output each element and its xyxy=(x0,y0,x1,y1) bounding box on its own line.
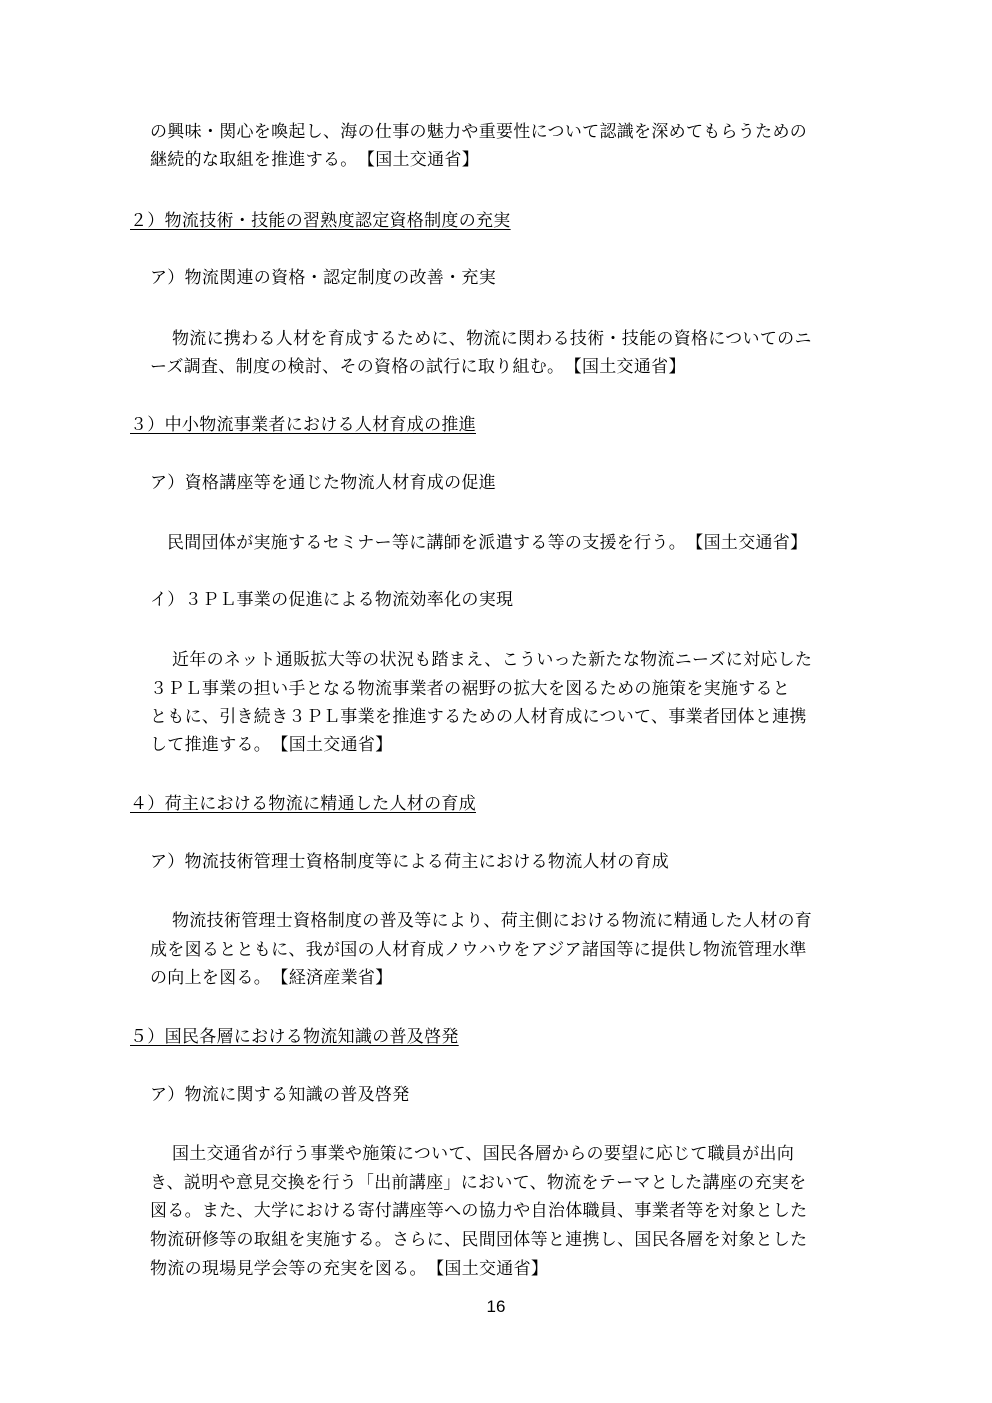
section-3-sub-a-line-1: 民間団体が実施するセミナー等に講師を派遣する等の支援を行う。 【国土交通省】 xyxy=(167,533,808,553)
section-5-sub-a-line-2: き、説明や意見交換を行う「出前講座」において、物流をテーマとした講座の充実を xyxy=(150,1173,807,1193)
section-2-heading: ２）物流技術・技能の習熟度認定資格制度の充実 xyxy=(130,211,511,231)
page-number: 16 xyxy=(486,1297,506,1316)
section-3-sub-i-heading: イ）３ＰＬ事業の促進による物流効率化の実現 xyxy=(150,590,514,610)
section-4-sub-a-line-3: の向上を図る。 【経済産業省】 xyxy=(150,968,393,988)
section-3-heading: ３）中小物流事業者における人材育成の推進 xyxy=(130,415,476,435)
section-2-sub-a-line-1: 物流に携わる人材を育成するために、物流に関わる技術・技能の資格についてのニ xyxy=(172,329,812,349)
section-5-sub-a-line-3: 図る。また、大学における寄付講座等への協力や自治体職員、事業者等を対象とした xyxy=(150,1201,808,1221)
section-4-sub-a-line-1: 物流技術管理士資格制度の普及等により、荷主側における物流に精通した人材の育 xyxy=(172,911,813,931)
section-5-sub-a-heading: ア）物流に関する知識の普及啓発 xyxy=(150,1085,410,1105)
section-3-sub-i-line-1: 近年のネット通販拡大等の状況も踏まえ、こういった新たな物流ニーズに対応した xyxy=(172,650,813,670)
intro-line-1: の興味・関心を喚起し、海の仕事の魅力や重要性について認識を深めてもらうための xyxy=(150,122,808,142)
section-3-sub-i-line-4: して推進する。 【国土交通省】 xyxy=(150,735,393,755)
section-4-heading: ４）荷主における物流に精通した人材の育成 xyxy=(130,794,476,814)
section-3-sub-i-line-2: ３ＰＬ事業の担い手となる物流事業者の裾野の拡大を図るための施策を実施すると xyxy=(150,679,791,699)
section-4-sub-a-heading: ア）物流技術管理士資格制度等による荷主における物流人材の育成 xyxy=(150,852,669,872)
section-3-sub-i-line-3: ともに、引き続き３ＰＬ事業を推進するための人材育成について、事業者団体と連携 xyxy=(150,707,807,727)
section-5-sub-a-line-4: 物流研修等の取組を実施する。さらに、民間団体等と連携し、国民各層を対象とした xyxy=(150,1230,808,1250)
section-4-sub-a-line-2: 成を図るとともに、我が国の人材育成ノウハウをアジア諸国等に提供し物流管理水準 xyxy=(150,940,807,960)
section-5-sub-a-line-1: 国土交通省が行う事業や施策について、国民各層からの要望に応じて職員が出向 xyxy=(172,1144,795,1164)
section-3-sub-a-heading: ア）資格講座等を通じた物流人材育成の促進 xyxy=(150,473,496,493)
section-2-sub-a-heading: ア）物流関連の資格・認定制度の改善・充実 xyxy=(150,268,496,288)
section-2-sub-a-line-2: ーズ調査、制度の検討、その資格の試行に取り組む。 【国土交通省】 xyxy=(150,357,686,377)
section-5-heading: ５）国民各層における物流知識の普及啓発 xyxy=(130,1027,459,1047)
section-5-sub-a-line-5: 物流の現場見学会等の充実を図る。 【国土交通省】 xyxy=(150,1259,549,1279)
intro-line-2: 継続的な取組を推進する。 【国土交通省】 xyxy=(150,150,479,170)
